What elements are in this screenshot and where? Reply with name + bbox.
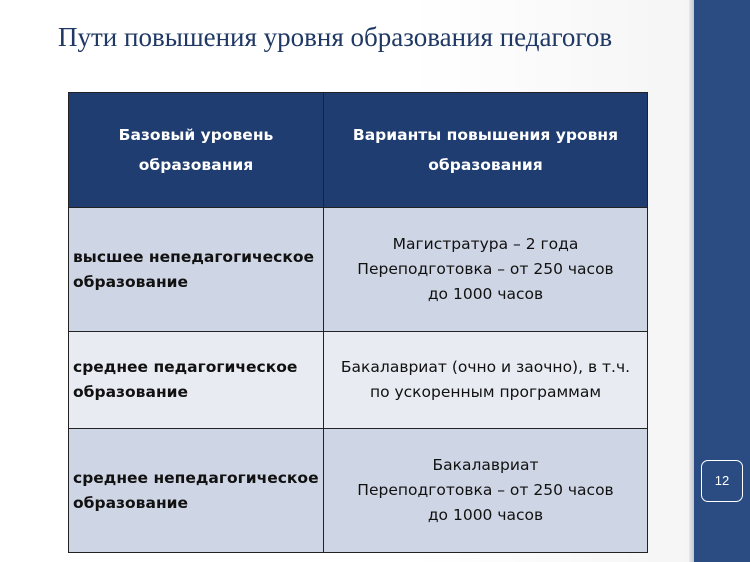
base-level-cell [69, 332, 324, 429]
base-level-cell [69, 208, 324, 332]
cell-line: среднее непедагогическое [73, 468, 319, 487]
cell-line: образование [73, 383, 189, 401]
cell-line: до 1000 часов [427, 506, 544, 524]
cell-line: Переподготовка – от 250 часов [357, 260, 614, 278]
header-line: образования [428, 156, 543, 174]
header-options [324, 93, 648, 208]
cell-line: Магистратура – 2 года [392, 235, 579, 253]
cell-line: образование [73, 493, 189, 512]
header-line: Варианты повышения уровня [352, 126, 619, 144]
options-cell [324, 332, 648, 429]
table-row [69, 208, 648, 332]
slide-title: Пути повышения уровня образования педагогов [58, 22, 613, 52]
cell-line: высшее непедагогическое [73, 247, 315, 266]
cell-line: Бакалавриат (очно и заочно), в т.ч. [340, 358, 631, 376]
cell-line: до 1000 часов [427, 285, 544, 303]
table-row [69, 332, 648, 429]
header-line: Базовый уровень [118, 126, 274, 144]
table-header-row [69, 93, 648, 208]
header-base-level [69, 93, 324, 208]
cell-line: среднее педагогическое [73, 358, 298, 376]
page-number-badge: 12 [701, 460, 743, 502]
header-line: образования [138, 156, 254, 174]
cell-line: Бакалавриат [432, 456, 539, 474]
base-level-cell [69, 429, 324, 553]
cell-line: образование [73, 272, 189, 291]
table-row [69, 429, 648, 553]
education-table [68, 92, 648, 553]
options-cell [324, 429, 648, 553]
options-cell [324, 208, 648, 332]
cell-line: Переподготовка – от 250 часов [357, 481, 614, 499]
cell-line: по ускоренным программам [369, 383, 602, 401]
